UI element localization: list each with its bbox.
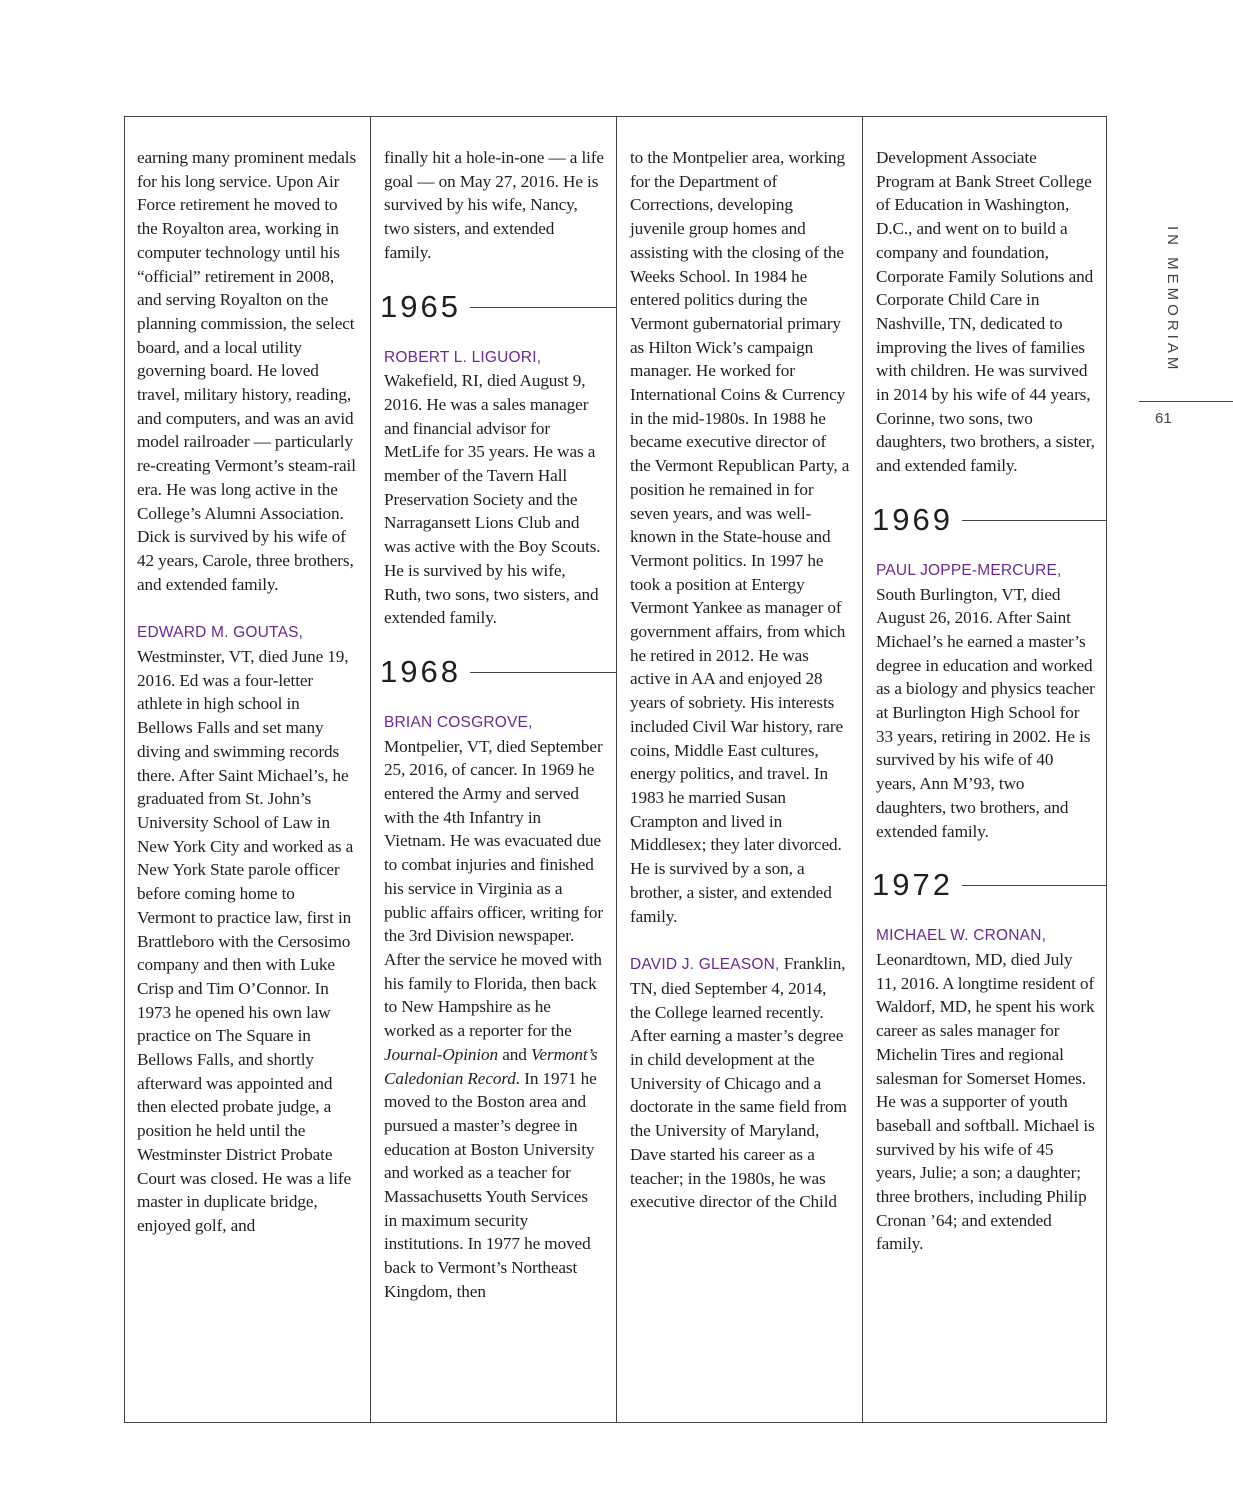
year-label: 1972: [872, 867, 953, 903]
obituary-text: Franklin, TN, died September 4, 2014, the College learned recently. After earning a master’s degree in child development at the University of Chicago and a doctorate in the same field from the University of Maryland, Dave started his career as a teacher; in the 1980s, he was executive director of the Child: [630, 954, 847, 1212]
obituary-text: Wakefield, RI, died August 9, 2016. He was a sales manager and financial advisor for MetLife for 35 years. He was a member of the Tavern Hall Preservation Society and the Narragansett Lions Club and was active with the Boy Scouts. He is survived by his wife, Ruth, two sons, two sisters, and extended family.: [384, 371, 601, 628]
obituary-text: to the Montpelier area, working for the Department of Corrections, developing juvenile group homes and assisting with the closing of the Weeks School. In 1984 he entered politics during the Vermont gubernatorial primary as Hilton Wick’s campaign manager. He worked for International Coins & Currency in the mid-1980s. In 1988 he became executive director of the Vermont Republican Party, a position he remained in for seven years, and was well-known in the State-house and Vermont politics. In 1997 he took a position at Entergy Vermont Yankee as manager of government affairs, from which he retired in 2012. He was active in AA and enjoyed 28 years of sobriety. His interests included Civil War history, rare coins, Middle East cultures, energy politics, and travel. In 1983 he married Susan Crampton and lived in Middlesex; they later divorced. He is survived by a son, a brother, a sister, and extended family.: [630, 148, 850, 926]
obituary-text: South Burlington, VT, died August 26, 2016. After Saint Michael’s he earned a master’s degree in education and worked as a biology and physics teacher at Burlington High School for 33 years, retiring in 2002. He is survived by his wife of 40 years, Ann M’93, two daughters, two brothers, and extended family.: [876, 584, 1095, 841]
column-4: [872, 146, 1096, 1256]
year-rule: [470, 307, 616, 308]
publication-title: Journal-Opinion: [384, 1044, 499, 1064]
year-rule: [470, 672, 616, 673]
obituary-cosgrove: BRIAN COSGROVE, Montpelier, VT, died September 25, 2016, of cancer. In 1969 he entered the Army and served with the 4th Infantry in Vietnam. He was evacuated due to combat injuries and finished his service in Virginia as a public affairs officer, writing for the 3rd Division newspaper. After the service he moved with his family to Florida, then back to New Hampshire as he worked as a reporter for the Journal-Opinion and Vermont’s Caledonian Record. In 1971 he moved to the Boston area and pursued a master’s degree in education at Boston University and worked as a teacher for Massachusetts Youth Services in maximum security institutions. In 1977 he moved back to Vermont’s Northeast Kingdom, then: [384, 713, 604, 1301]
obituary-cronan: MICHAEL W. CRONAN, Leonardtown, MD, died July 11, 2016. A longtime resident of Waldorf, MD, he spent his work career as sales manager for Michelin Tires and regional salesman for Somerset Homes. He was a supporter of youth baseball and softball. Michael is survived by his wife of 45 years, Julie; a son; a daughter; three brothers, including Philip Cronan ’64; and extended family.: [876, 927, 1095, 1254]
year-label: 1969: [872, 501, 953, 537]
obituary-name: ROBERT L. LIGUORI: [384, 348, 537, 366]
sidebar-rule: [1139, 401, 1233, 402]
obituary-name: EDWARD M. GOUTAS: [137, 624, 299, 642]
obituary-text: earning many prominent medals for his long service. Upon Air Force retirement he moved to the Royalton area, working in computer technology until his “official” retirement in 2008, and serving Royalton on the planning commission, the select board, and a local utility governing board. He loved travel, military history, reading, and computers, and was an avid model railroader — particularly re-creating Vermont’s steam-rail era. He was long active in the College’s Alumni Association. Dick is survived by his wife of 42 years, Carole, three brothers, and extended family.: [137, 148, 357, 594]
column-divider: [370, 116, 371, 1423]
column-1: [137, 146, 357, 1238]
obituary-text: Leonardtown, MD, died July 11, 2016. A longtime resident of Waldorf, MD, he spent his work career as sales manager for Michelin Tires and regional salesman for Somerset Homes. He was a supporter of youth baseball and softball. Michael is survived by his wife of 45 years, Julie; a son; a daughter; three brothers, including Philip Cronan ’64; and extended family.: [876, 949, 1095, 1254]
year-rule: [962, 885, 1107, 886]
year-label: 1965: [380, 288, 461, 324]
obituary-name: MICHAEL W. CRONAN: [876, 927, 1042, 945]
year-heading-1965: [380, 283, 604, 339]
year-heading-1968: [380, 648, 604, 704]
obituary-name: BRIAN COSGROVE: [384, 713, 529, 731]
obituary-goutas: EDWARD M. GOUTAS, Westminster, VT, died June 19, 2016. Ed was a four-letter athlete in high school in Bellows Falls and set many diving and swimming records there. After Saint Michael’s, he graduated from St. John’s University School of Law in New York City and worked as a New York State parole officer before coming home to Vermont to practice law, first in Brattleboro with the Cersosimo company and then with Luke Crisp and Tim O’Connor. In 1973 he opened his own law practice on The Square in Bellows Falls, and shortly afterward was appointed and then elected probate judge, a position he held until the Westminster District Probate Court was closed. He was a life master in duplicate bridge, enjoyed golf, and: [137, 624, 354, 1235]
page-number: 61: [1155, 410, 1172, 427]
obituary-text: Westminster, VT, died June 19, 2016. Ed was a four-letter athlete in high school in Bellows Falls and set many diving and swimming records there. After Saint Michael’s, he graduated from St. John’s University School of Law in New York City and worked as a New York State parole officer before coming home to Vermont to practice law, first in Brattleboro with the Cersosimo company and then with Luke Crisp and Tim O’Connor. In 1973 he opened his own law practice on The Square in Bellows Falls, and shortly afterward was appointed and then elected probate judge, a position he held until the Westminster District Probate Court was closed. He was a life master in duplicate bridge, enjoyed golf, and: [137, 647, 354, 1235]
obituary-name: DAVID J. GLEASON: [630, 956, 776, 974]
year-heading-1972: [872, 861, 1096, 917]
obituary-text: Montpelier, VT, died September 25, 2016, of cancer. In 1969 he entered the Army and served with the 4th Infantry in Vietnam. He was evacuated due to combat injuries and finished his service in Virginia as a public affairs officer, writing for the 3rd Division newspaper. After the service he moved with his family to Florida, then back to New Hampshire as he worked as a reporter for the: [384, 736, 604, 1041]
column-divider: [616, 116, 617, 1423]
obituary-text: . In 1971 he moved to the Boston area and pursued a master’s degree in education at Boston University and worked as a teacher for Massachusetts Youth Services in maximum security institutions. In 1977 he moved back to Vermont’s Northeast Kingdom, then: [384, 1068, 597, 1301]
publication-title: Vermont’s Caledonian Record: [384, 1044, 598, 1088]
obituary-text: finally hit a hole-in-one — a life goal — on May 27, 2016. He is survived by his wife, Nancy, two sisters, and extended family.: [384, 148, 604, 262]
column-divider: [862, 116, 863, 1423]
obituary-name: PAUL JOPPE-MERCURE: [876, 561, 1058, 579]
obituary-joppe-mercure: PAUL JOPPE-MERCURE, South Burlington, VT, died August 26, 2016. After Saint Michael’s he earned a master’s degree in education and worked as a biology and physics teacher at Burlington High School for 33 years, retiring in 2002. He is survived by his wife of 40 years, Ann M’93, two daughters, two brothers, and extended family.: [876, 561, 1095, 841]
year-rule: [962, 520, 1107, 521]
year-heading-1969: [872, 496, 1096, 552]
column-3: [630, 146, 850, 1214]
column-2: [380, 146, 604, 1304]
section-title: IN MEMORIAM: [1164, 226, 1181, 374]
obituary-liguori: ROBERT L. LIGUORI, Wakefield, RI, died August 9, 2016. He was a sales manager and financial advisor for MetLife for 35 years. He was a member of the Tavern Hall Preservation Society and the Narragansett Lions Club and was active with the Boy Scouts. He is survived by his wife, Ruth, two sons, two sisters, and extended family.: [384, 348, 601, 628]
obituary-text: Development Associate Program at Bank Street College of Education in Washington, D.C., and went on to build a company and foundation, Corporate Family Solutions and Corporate Child Care in Nashville, TN, dedicated to improving the lives of families with children. He was survived in 2014 by his wife of 44 years, Corinne, two sons, two daughters, two brothers, a sister, and extended family.: [876, 148, 1095, 476]
obituary-gleason: DAVID J. GLEASON, Franklin, TN, died September 4, 2014, the College learned recently. After earning a master’s degree in child development at the University of Chicago and a doctorate in the same field from the University of Maryland, Dave started his career as a teacher; in the 1980s, he was executive director of the Child: [630, 954, 847, 1212]
obituary-text: and: [502, 1044, 527, 1064]
year-label: 1968: [380, 653, 461, 689]
